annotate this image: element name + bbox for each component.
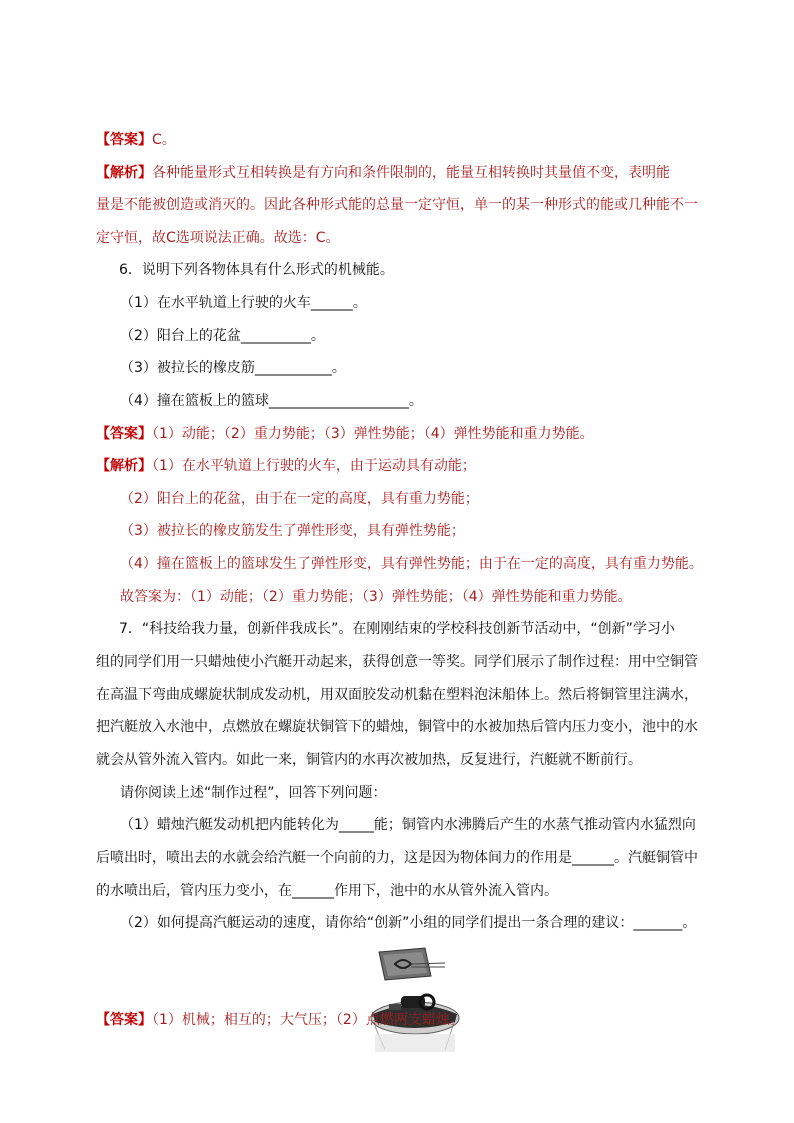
q6-item-3: （3）被拉长的橡皮筋___________。 bbox=[120, 360, 346, 376]
q6-analysis-line-3: （3）被拉长的橡皮筋发生了弹性形变，具有弹性势能； bbox=[120, 523, 465, 539]
q6-analysis-line-4: （4）撞在篮板上的篮球发生了弹性形变，具有弹性势能；由于在一定的高度，具有重力势能。 bbox=[120, 556, 703, 572]
boat-top-view bbox=[379, 948, 445, 980]
q5-analysis-line-2: 量是不能被创造或消灭的。因此各种形式能的总量一定守恒，单一的某一种形式的能或几种能不一 bbox=[96, 197, 698, 213]
q7-stem-line-4: 把汽艇放入水池中，点燃放在螺旋状铜管下的蜡烛，铜管中的水被加热后管内压力变小，池中的水 bbox=[96, 719, 698, 735]
q6-item-2: （2）阳台上的花盆__________。 bbox=[120, 328, 325, 344]
q7-sub1-line-3: 的水喷出后，管内压力变小，在______作用下，池中的水从管外流入管内。 bbox=[96, 883, 558, 899]
q7-prompt: 请你阅读上述“制作过程”，回答下列问题： bbox=[120, 785, 387, 801]
q7-stem-line-3: 在高温下弯曲成螺旋状制成发动机，用双面胶发动机黏在塑料泡沫船体上。然后将铜管里注满水， bbox=[96, 687, 698, 703]
q6-item-1: （1）在水平轨道上行驶的火车______。 bbox=[120, 295, 367, 311]
q7-stem-line-1: 7．“科技给我力量，创新伴我成长”。在刚刚结束的学校科技创新节活动中，“创新”学习小 bbox=[119, 621, 675, 637]
q5-answer: 【答案】C。 bbox=[96, 132, 176, 148]
q5-analysis-line-3: 定守恒，故C选项说法正确。故选：C。 bbox=[96, 230, 340, 246]
q7-stem-line-2: 组的同学们用一只蜡烛使小汽艇开动起来，获得创意一等奖。同学们展示了制作过程：用中空铜管 bbox=[96, 654, 698, 670]
q6-analysis-line-5: 故答案为：（1）动能；（2）重力势能；（3）弹性势能；（4）弹性势能和重力势能。 bbox=[120, 589, 632, 605]
q6-stem: 6．说明下列各物体具有什么形式的机械能。 bbox=[119, 262, 394, 278]
q6-answer: 【答案】（1）动能；（2）重力势能；（3）弹性势能；（4）弹性势能和重力势能。 bbox=[96, 426, 594, 442]
answer-tag: 【答案】 bbox=[96, 132, 152, 148]
q5-analysis-line-1: 【解析】各种能量形式互相转换是有方向和条件限制的，能量互相转换时其量值不变，表明能 bbox=[96, 165, 670, 181]
analysis-tag: 【解析】 bbox=[96, 458, 152, 474]
q6-analysis-line-2: （2）阳台上的花盆，由于在一定的高度，具有重力势能； bbox=[120, 491, 479, 507]
analysis-tag: 【解析】 bbox=[96, 165, 152, 181]
candle-boat-figure bbox=[365, 946, 463, 1054]
q7-stem-line-5: 就会从管外流入管内。如此一来，铜管内的水再次被加热，反复进行，汽艇就不断前行。 bbox=[96, 752, 642, 768]
q6-analysis-line-1: 【解析】（1）在水平轨道上行驶的火车，由于运动具有动能； bbox=[96, 458, 476, 474]
q7-sub1-line-1: （1）蜡烛汽艇发动机把内能转化为_____能；铜管内水沸腾后产生的水蒸气推动管内水猛烈向 bbox=[120, 817, 696, 833]
q7-answer: 【答案】（1）机械；相互的；大气压；（2）点燃两支蜡烛。 bbox=[96, 1012, 464, 1028]
q7-sub1-line-2: 后喷出时，喷出去的水就会给汽艇一个向前的力，这是因为物体间力的作用是______。汽艇铜管中 bbox=[96, 850, 698, 866]
answer-tag: 【答案】 bbox=[96, 426, 152, 442]
answer-tag: 【答案】 bbox=[96, 1012, 152, 1028]
q7-sub2: （2）如何提高汽艇运动的速度，请你给“创新”小组的同学们提出一条合理的建议：_______。 bbox=[120, 915, 697, 931]
q6-item-4: （4）撞在篮板上的篮球____________________。 bbox=[120, 393, 423, 409]
